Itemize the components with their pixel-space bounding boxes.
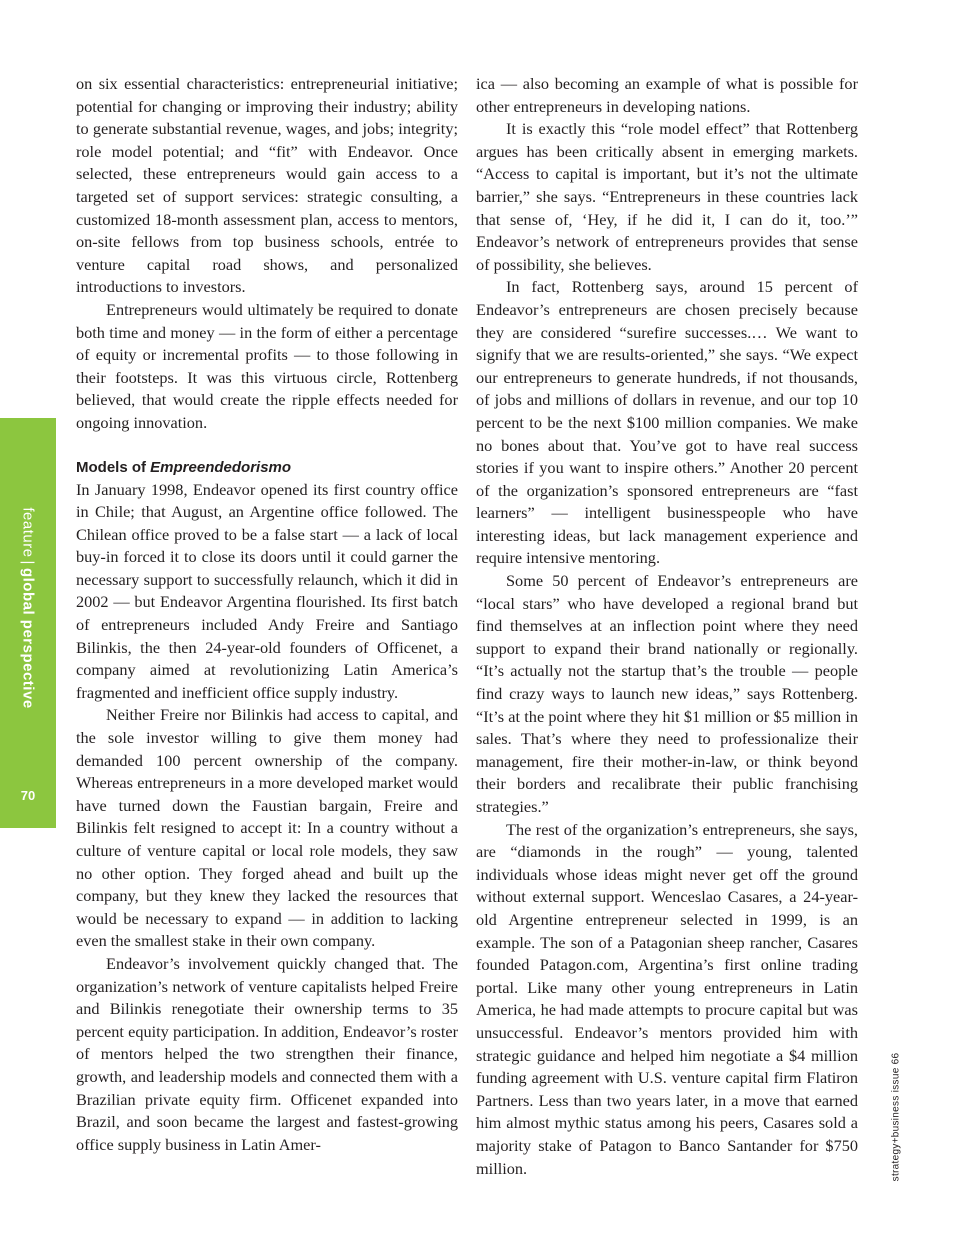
paragraph: The rest of the organization’s entrepreneurs, she says, are “diamonds in the rough” — young, talented individuals whose ideas might never get off the ground without external support. Wenceslao Casares, a 24-year-old Argentine entrepreneur selected in 1999, is an example. The son of a Patagonian sheep rancher, Casares founded Patagon.com, Argentina’s first online trading portal. Like many other young entrepreneurs in Latin America, he had made attempts to procure capital but was unsuccessful. Endeavor’s mentors provided him with strategic guidance and helped him negotiate a $4 million funding agreement with U.S. venture capital firm Flatiron Partners. Less than two years later, in a move that earned him almost mythic status among his peers, Casares sold a majority stake of Patagon to Banco Santander for $750 million.: [476, 819, 858, 1178]
paragraph: Some 50 percent of Endeavor’s entrepreneurs are “local stars” who have developed a regional brand but find themselves at an inflection point where they need support to expand their brand nationally or regionally. “It’s actually not the startup that’s the trouble — people find crazy ways to launch new ideas,” says Rottenberg. “It’s at the point where they hit $1 million or $5 million in sales. That’s where they need to professionalize their management, fire their mother-in-law, or think beyond their borders and recalibrate their public franchising strategies.”: [476, 571, 858, 816]
paragraph: ica — also becoming an example of what is possible for other entrepreneurs in developing nations.: [476, 74, 858, 116]
publication-label: strategy+business issue 66: [890, 1052, 902, 1182]
section-heading: [76, 457, 458, 479]
paragraph: In fact, Rottenberg says, around 15 percent of Endeavor’s entrepreneurs are chosen precisely because they are considered “surefire successes.… We want to signify that we are results-oriented,” she says. “We expect our entrepreneurs to generate hundreds, if not thousands, of jobs and millions of dollars in revenue, and our top 10 percent to be the next $100 million companies. We make no bones about that. You’ve got to have real success stories if you want to inspire others.” Another 20 percent of the organization’s sponsored entrepreneurs are “fast learners” — intelligent businesspeople who have interesting ideas, but lack management experience and require intensive mentoring.: [476, 277, 858, 568]
paragraph: Endeavor’s involvement quickly changed that. The organization’s network of venture capitalists helped Freire and Bilinkis renegotiate their ownership terms to 35 percent equity participation. In addition, Endeavor’s roster of mentors helped the two strengthen their finance, growth, and leadership models and connected them with a Brazilian private equity firm. Officenet expanded into Brazil, and soon became the largest and fastest-growing office supply business in Latin Amer-: [76, 953, 458, 1154]
right-column: [476, 73, 858, 1180]
section-tab: [0, 418, 56, 828]
section-heading-emphasis: Empreendedorismo: [150, 458, 292, 476]
section-label: [20, 507, 37, 708]
paragraph: It is exactly this “role model effect” that Rottenberg argues has been critically absent in emerging markets. “Access to capital is important, but it’s not the ultimate barrier,” she says. “Entrepreneurs in these countries lack that sense of, ‘Hey, if he did it, I can do it, too.’” Endeavor’s network of entrepreneurs provides that sense of possibility, she believes.: [476, 119, 858, 274]
section-heading-prefix: Models of: [76, 458, 151, 476]
page-number: 70: [20, 788, 36, 803]
paragraph: Neither Freire nor Bilinkis had access to capital, and the sole investor willing to give them money had demanded 100 percent ownership of the company. Whereas entrepreneurs in a more developed market would have turned down the Faustian bargain, Freire and Bilinkis felt resigned to accept it: In a country without a culture of venture capital or local role models, they saw no other option. They forged ahead and built up the company, but they knew they lacked the resources that would be necessary to expand — in addition to lacking even the smallest stake in their own company.: [76, 705, 458, 951]
paragraph: on six essential characteristics: entrepreneurial initiative; potential for changing or improving their industry; ability to generate substantial revenue, wages, and jobs; integrity; role model potential; and “fit” with Endeavor. Once selected, these entrepreneurs would gain access to a targeted set of support services: strategic consulting, a customized 18-month assessment plan, access to mentors, on-site fellows from top business schools, entrée to venture capital road shows, and personalized introductions to investors.: [76, 74, 458, 297]
left-column: [76, 73, 458, 1156]
section-name: feature: [19, 507, 37, 558]
section-topic: global perspective: [19, 567, 37, 709]
section-separator: |: [19, 560, 37, 565]
paragraph: Entrepreneurs would ultimately be required to donate both time and money — in the form of either a percentage of equity or incremental profits — to those following in their footsteps. It was this virtuous circle, Rottenberg believed, that would create the ripple effects needed for ongoing innovation.: [76, 299, 458, 432]
paragraph: In January 1998, Endeavor opened its first country office in Chile; that August, an Argentine office followed. The Chilean office proved to be a false start — a lack of local buy-in forced it to close its doors until it could garner the necessary support to successfully relaunch, which it did in 2002 — but Endeavor Argentina flourished. Its first batch of entrepreneurs included Andy Freire and Santiago Bilinkis, the then 24-year-old founders of Officenet, a company aimed at revolutionizing Latin America’s fragmented and inefficient office supply industry.: [76, 479, 458, 702]
